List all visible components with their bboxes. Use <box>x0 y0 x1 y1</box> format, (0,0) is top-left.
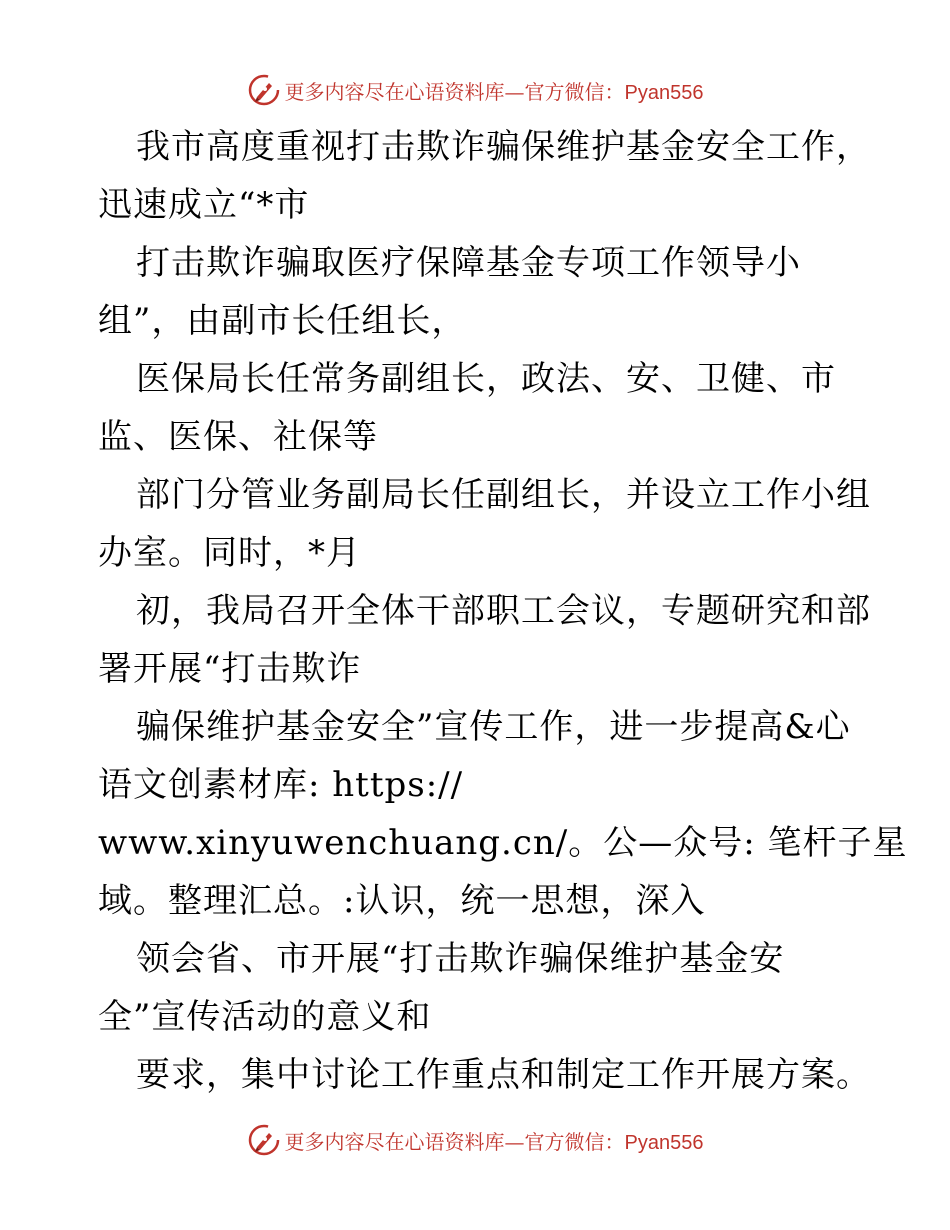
header-banner-separator: — <box>504 79 525 104</box>
header-banner-text <box>285 76 704 105</box>
header-wechat-label: 官方微信： <box>524 79 625 104</box>
header-wechat-id: Pyan556 <box>624 81 704 104</box>
body-line-6: 监、医保、社保等 <box>98 417 378 457</box>
footer-wechat-id: Pyan556 <box>624 1131 704 1154</box>
footer-banner-separator: — <box>504 1129 525 1154</box>
footer-wechat-label: 官方微信： <box>524 1129 625 1154</box>
body-line-17: 要求，集中讨论工作重点和制定工作开展方案。 <box>136 1055 871 1095</box>
footer-banner <box>0 1118 950 1162</box>
header-banner-main: 更多内容尽在心语资料库 <box>284 79 505 104</box>
body-line-12: 语文创素材库: https:// <box>98 765 464 805</box>
header-banner <box>0 68 950 112</box>
body-line-1: 我市高度重视打击欺诈骗保维护基金安全工作， <box>136 127 871 167</box>
body-line-14: 域。整理汇总。:认识，统一思想，深入 <box>98 881 706 921</box>
body-line-3: 打击欺诈骗取医疗保障基金专项工作领导小 <box>136 243 801 283</box>
body-line-15: 领会省、市开展“打击欺诈骗保维护基金安 <box>136 939 785 979</box>
body-line-2: 迅速成立“*市 <box>98 185 310 225</box>
body-line-10: 署开展“打击欺诈 <box>98 649 362 689</box>
body-line-13: www.xinyuwenchuang.cn/。公—众号: 笔杆子星 <box>98 823 908 863</box>
body-line-4: 组”，由副市长任组长， <box>98 301 467 341</box>
body-line-16: 全”宣传活动的意义和 <box>98 997 432 1037</box>
body-line-7: 部门分管业务副局长任副组长，并设立工作小组 <box>136 475 871 515</box>
body-line-9: 初，我局召开全体干部职工会议，专题研究和部 <box>136 591 871 631</box>
pen-logo-icon <box>247 73 281 107</box>
footer-banner-text <box>285 1126 704 1155</box>
footer-banner-main: 更多内容尽在心语资料库 <box>284 1129 505 1154</box>
body-line-8: 办室。同时，*月 <box>98 533 361 573</box>
body-line-5: 医保局长任常务副组长，政法、安、卫健、市 <box>136 359 836 399</box>
body-line-11: 骗保维护基金安全”宣传工作，进一步提高&心 <box>136 707 851 747</box>
pen-logo-icon <box>247 1123 281 1157</box>
